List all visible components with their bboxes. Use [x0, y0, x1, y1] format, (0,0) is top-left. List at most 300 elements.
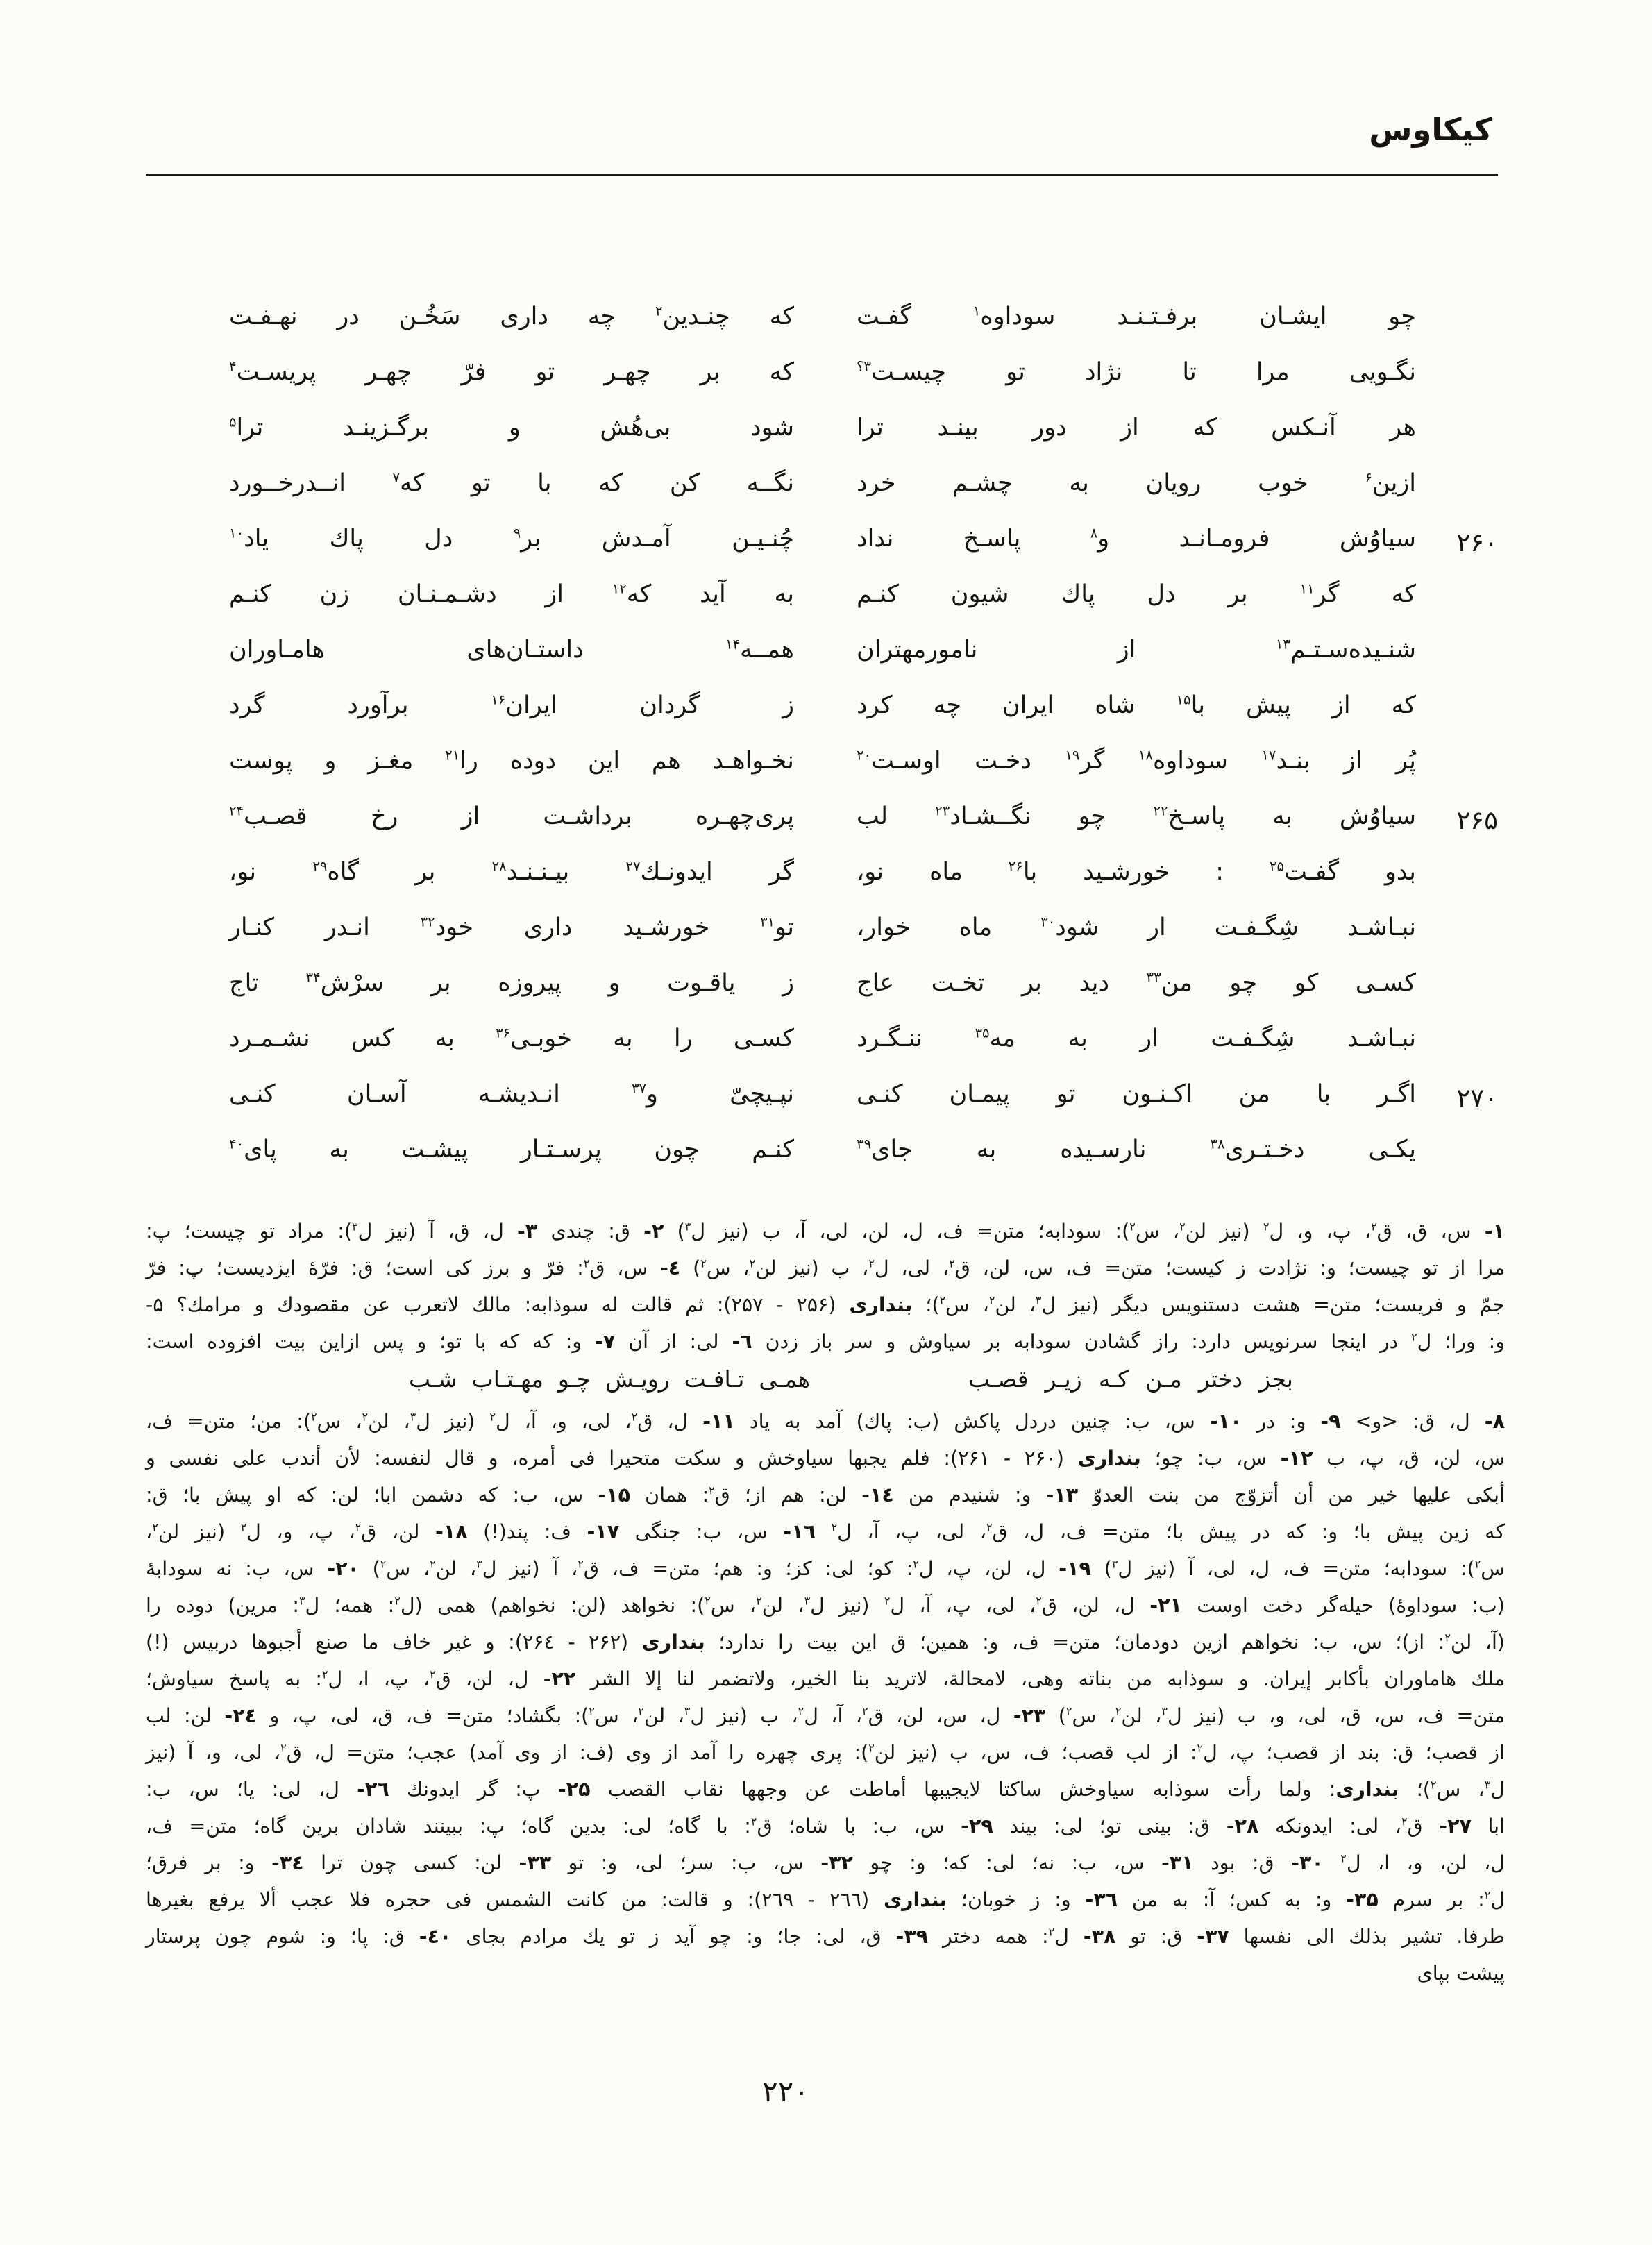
word: پریسـت$^۴$	[229, 358, 317, 386]
hemistich-first	[857, 1025, 1416, 1052]
word: دختر	[1198, 1365, 1243, 1393]
word: با	[1316, 1080, 1331, 1108]
word: سوداوه$^۱$	[972, 303, 1056, 330]
word: مه$^{۳۵}$	[975, 1025, 1016, 1052]
word: یاد$^{۱۰}$	[229, 525, 269, 553]
word: مهـتـاب	[471, 1365, 543, 1393]
hemistich-second	[229, 580, 794, 608]
word: شـب	[409, 1365, 457, 1393]
word: کن	[669, 469, 700, 497]
word: برداشـت	[543, 802, 632, 830]
word: نشـمـرد	[229, 1025, 310, 1052]
word: تا	[1182, 358, 1197, 386]
word: از	[545, 580, 564, 608]
word: خوب	[1258, 469, 1308, 497]
word: خوار،	[857, 914, 911, 941]
word: چشـم	[952, 469, 1013, 497]
word: ز	[782, 691, 794, 719]
word: پاسـخ$^{۲۲}$	[1153, 802, 1226, 830]
word: از	[1120, 414, 1139, 442]
word: که	[598, 469, 623, 497]
word: چـو	[557, 1365, 591, 1393]
word: قصـب	[968, 1365, 1029, 1393]
verse-row	[144, 358, 1498, 414]
word: تو	[535, 358, 555, 386]
word: پاسـخ	[963, 525, 1021, 553]
word: برگـزینـد	[342, 414, 430, 442]
word: نو،	[857, 858, 884, 886]
word: آمـدش	[601, 525, 671, 553]
word: بر	[1021, 969, 1043, 997]
word: کنـی	[857, 1080, 903, 1108]
word: این	[587, 747, 621, 775]
word: ز	[782, 969, 794, 997]
word: تـافـت	[684, 1365, 745, 1393]
word: ایران$^{۱۶}$	[491, 691, 557, 719]
word: بر	[430, 969, 451, 997]
word: کنـار	[229, 914, 275, 941]
verse-row	[144, 1025, 1498, 1080]
word: سیاوُش	[1339, 525, 1416, 553]
word: زن	[319, 580, 350, 608]
word: چیسـت$^{۳؟}$	[857, 358, 947, 386]
footnote-line: س$^۲$): سودابه؛ متن= ف، ل، لی، آ (نیز ل$^۳$) ۱۹- ل، لن، پ، ل$^۲$: کو؛ لی: کز؛ و: هم؛ متن= ف، ق$^۲$، آ (نیز ل$^۳$، لن$^۲$، س$^۲$) ۲۰- س، ب: نه سودابهٔ	[146, 1557, 1505, 1580]
hemistich-first	[857, 1136, 1416, 1163]
hemistich-first	[857, 691, 1416, 719]
footnote-verse-hemistich-first	[968, 1360, 1293, 1403]
verse-row	[144, 858, 1498, 914]
word: پوست	[229, 747, 293, 775]
word: پیش	[1245, 691, 1291, 719]
word: پای$^{۴۰}$	[229, 1136, 277, 1163]
word: نپـیچیّ	[730, 1080, 794, 1108]
word: و	[324, 747, 337, 775]
word: پیروزه	[498, 969, 562, 997]
hemistich-second	[229, 358, 794, 386]
footnote-line: مرا از تو چیست؛ و: نژادت ز کیست؛ متن= ف، س، لن، ق$^۲$، لی، ل$^۲$، ب (نیز لن$^۲$، س$^۲$) ٤- س، ق$^۲$: فرّ و برز کی است؛ ق: فرّهٔ ایزدیست؛ پ: فرّ	[146, 1256, 1505, 1279]
word: انــدرخــورد	[229, 469, 346, 497]
word: شاه	[1095, 691, 1136, 719]
word: شیون	[950, 580, 1009, 608]
verse-number	[1416, 691, 1498, 694]
word: مغـز	[368, 747, 414, 775]
word: همــه$^{۱۴}$	[725, 636, 794, 664]
word: یکـی	[1368, 1136, 1416, 1163]
word: ایشـان	[1259, 303, 1327, 330]
word: کو	[1294, 969, 1319, 997]
word: قصـب$^{۲۴}$	[229, 802, 307, 830]
word: ترا$^۵$	[229, 414, 264, 442]
verse-number	[1416, 580, 1498, 583]
running-header-title: کیکاوس	[1369, 111, 1492, 148]
page-number: ۲۲۰	[762, 2074, 809, 2108]
word: پُر	[1395, 747, 1416, 775]
word: را	[673, 1025, 693, 1052]
word: که	[1391, 580, 1416, 608]
hemistich-first	[857, 469, 1416, 497]
word: تو	[1006, 358, 1025, 386]
verse-row	[144, 914, 1498, 969]
word: کرد	[857, 691, 893, 719]
word: تو	[1056, 1080, 1076, 1108]
word: نگــشـاد$^{۲۳}$	[935, 802, 1031, 830]
word: دل	[424, 525, 453, 553]
word: خورشـید	[1083, 858, 1170, 886]
header-rule	[146, 174, 1498, 176]
word: فرومـانـد	[1179, 525, 1270, 553]
footnote-verse-hemistich-second	[409, 1360, 810, 1403]
footnote-line: و: ورا؛ ل$^۲$ در اینجا سرنویس دارد: راز گشادن سودابه بر سیاوش و سر باز زدن ٦- لی: از آن ۷- و: که که با تو؛ و پس ازاین بیت افزوده است:	[146, 1330, 1506, 1353]
word: خود$^{۳۲}$	[420, 914, 474, 941]
word: به	[613, 1025, 633, 1052]
word: شود$^{۳۰}$	[1040, 914, 1099, 941]
footnote-line: طرفا. تشیر بذلك الی نفسها ۳۷- ق: تو ۳۸- ل$^۲$: همه دختر ۳۹- ق، لی: جا؛ و: چو آید ز تو یك مرادم بجای ٤۰- ق: پا؛ و: شوم چون پرستار	[146, 1925, 1505, 1948]
word: داری	[523, 914, 573, 941]
hemistich-second	[229, 525, 794, 553]
hemistich-second	[229, 1136, 794, 1163]
word: نبـاشـد	[1347, 1025, 1416, 1052]
word: به	[435, 1025, 455, 1052]
word: شِگـفـت	[1211, 1025, 1295, 1052]
word: دخـت	[975, 747, 1031, 775]
word: گردان	[639, 691, 700, 719]
verse-number	[1416, 303, 1498, 305]
word: از	[461, 802, 480, 830]
word: به	[1272, 802, 1292, 830]
word: نامورمهتران	[857, 636, 978, 664]
word: شود	[750, 414, 794, 442]
word: به	[329, 1136, 349, 1163]
footnote-line: (ب: سوداوهٔ) حیله‌گر دخت اوست ۲۱- ل، لن، ق$^۲$، لی، پ، آ، ل$^۲$ (نیز ل$^۳$، لن$^۲$، س$^۲$): نخواهد (لن: نخواهم) همی (ل$^۲$: همه؛ ل$^۳$: مرین) دوده را	[146, 1594, 1506, 1617]
word: تاج	[229, 969, 260, 997]
footnote-line: أبکی علیها خیر من أن أتزوّج من بنت العدوّ ۱۳- و: شنیدم من ۱٤- لن: هم از؛ ق$^۲$: همان ۱۵- س، ب: که دشمن ابا؛ لن: که او پیش با؛ ق:	[146, 1483, 1506, 1506]
verse-number	[1416, 914, 1498, 916]
word: انـدر	[324, 914, 370, 941]
hemistich-first	[857, 358, 1416, 386]
word: بر	[415, 858, 436, 886]
word: و	[508, 414, 521, 442]
word: به	[774, 580, 794, 608]
word: هم	[651, 747, 681, 775]
word: نهـفـت	[229, 303, 298, 330]
word: از	[1117, 636, 1136, 664]
word: رویـش	[605, 1365, 670, 1393]
word: پاك	[1061, 580, 1095, 608]
word: تو$^{۳۱}$	[760, 914, 794, 941]
word: نبـاشـد	[1347, 914, 1416, 941]
footnotes	[146, 1213, 1505, 1992]
word: بجز	[1259, 1365, 1293, 1393]
hemistich-second	[229, 969, 794, 997]
word: کسـی	[733, 1025, 794, 1052]
hemistich-first	[857, 747, 1416, 775]
word: بی‌هُش	[600, 414, 671, 442]
footnote-line: که زین پیش با؛ و: که در پیش با؛ متن= ف، ل، ق$^۲$، لی، پ، آ، ل$^۲$ ۱٦- س، ب: جنگی ۱۷- ف: پند(!) ۱۸- لن، ق$^۲$، پ، و، ل$^۲$ (نیز لن$^۲$،	[146, 1520, 1506, 1543]
word: دل	[1147, 580, 1176, 608]
word: بدو	[1384, 858, 1416, 886]
word: از	[1343, 747, 1363, 775]
word: و$^{۳۷}$	[631, 1080, 658, 1108]
hemistich-first	[857, 636, 1416, 664]
word: شِگـفـت	[1214, 914, 1299, 941]
word: ار	[1140, 1025, 1158, 1052]
word: بر	[700, 358, 720, 386]
word: بیـنـنـد$^{۲۸}$	[491, 858, 570, 886]
word: ار	[1147, 914, 1166, 941]
verse-number: ۲۶۵	[1456, 805, 1498, 835]
word: پاك	[329, 525, 364, 553]
hemistich-first	[857, 858, 1416, 886]
word: و	[608, 969, 621, 997]
word: شنـیده‌سـتـم$^{۱۳}$	[1275, 636, 1416, 664]
hemistich-first	[857, 802, 1416, 830]
word: :	[1215, 858, 1224, 886]
hemistich-first	[857, 414, 1416, 442]
word: داستـان‌های	[466, 636, 584, 664]
word: چه	[587, 303, 616, 330]
word: چو	[1229, 969, 1258, 997]
footnote-line: متن= ف، س، ق، لی، و، ب (نیز ل$^۳$، لن$^۲$، س$^۲$) ۲۳- ل، س، لن، ق$^۲$، آ، ل$^۲$، ب (نیز ل$^۳$، لن$^۲$، س$^۲$): بگشاد؛ متن= ف، ق، لی، پ، و ۲٤- لن: لب	[146, 1704, 1505, 1727]
word: که$^{۱۲}$	[612, 580, 652, 608]
verse-number: ۲۶۰	[1456, 528, 1498, 557]
verse-number	[1416, 858, 1498, 861]
word: دور	[1032, 414, 1067, 442]
word: نگـویی	[1349, 358, 1416, 386]
poem	[144, 303, 1498, 1191]
word: بینـد	[937, 414, 979, 442]
word: مرا	[1256, 358, 1290, 386]
word: خوبـی$^{۳۶}$	[496, 1025, 572, 1052]
footnote-line: ملك هاماوران بأکابر إیران. و سوذابه من بناته وهی، لامحالة، لاترید بنا الخیر، ولاتضمر لنا إلا الشر ۲۲- ل، لن، ق$^۲$، پ، ا، ل$^۲$: به پاسخ سیاوش؛	[146, 1667, 1505, 1690]
verse-number	[1416, 414, 1498, 417]
footnote-line: ل، لن، و، ا، ل$^۲$ ۳۰- ق: بود ۳۱- س، ب: نه؛ لی: که؛ و: چو ۳۲- س، ب: سر؛ لی، و: تو ۳۳- لن: کسی چون ترا ۳٤- و: بر فرق؛	[146, 1851, 1505, 1874]
word: با$^{۱۵}$	[1176, 691, 1205, 719]
verse-row	[144, 525, 1498, 580]
footnote-line: جمّ و فریست؛ متن= هشت دستنویس دیگر (نیز ل$^۳$، لن$^۲$، س$^۲$)؛ بنداری (۲۵۶ - ۲۵۷): ثم قالت له سوذابه: مالك لاتعرب عن مقصودك و مرامك؟ ۵-	[146, 1293, 1506, 1316]
word: که	[1391, 691, 1416, 719]
word: گاه$^{۲۹}$	[312, 858, 360, 886]
word: آنـکس	[1271, 414, 1336, 442]
hemistich-second	[229, 691, 794, 719]
word: اکـنـون	[1122, 1080, 1192, 1108]
word: که	[1192, 414, 1217, 442]
verse-row	[144, 580, 1498, 636]
word: پرسـتـار	[520, 1136, 602, 1163]
word: تخـت	[931, 969, 985, 997]
word: چهـر	[604, 358, 651, 386]
footnote-line: ۱- س، ق، ق$^۲$، پ، و، ل$^۲$ (نیز لن$^۲$، س$^۲$): سودابه؛ متن= ف، ل، لن، لی، آ، ب (نیز ل$^۳$) ۲- ق: چندی ۳- ل، ق، آ (نیز ل$^۳$): مراد تو چیست؛ پ:	[146, 1220, 1506, 1243]
verse-number	[1416, 636, 1498, 639]
hemistich-first	[857, 525, 1416, 553]
word: کنـم	[857, 580, 899, 608]
word: مـن	[1145, 1365, 1182, 1393]
hemistich-first	[857, 1080, 1416, 1108]
word: ماه	[929, 858, 963, 886]
word: اگـر	[1377, 1080, 1416, 1108]
hemistich-second	[229, 303, 794, 330]
word: نارسـیده	[1060, 1136, 1147, 1163]
word: هر	[1390, 414, 1416, 442]
word: ننـگـرد	[857, 1025, 923, 1052]
word: کنـم	[752, 1136, 794, 1163]
word: چهـر	[365, 358, 412, 386]
word: ایدونـك$^{۲۷}$	[625, 858, 713, 886]
word: کنـی	[229, 1080, 276, 1108]
verse-number	[1416, 969, 1498, 972]
hemistich-second	[229, 858, 794, 886]
word: ازین$^۶$	[1365, 469, 1416, 497]
hemistich-first	[857, 969, 1416, 997]
word: آید	[699, 580, 726, 608]
verse-row	[144, 303, 1498, 358]
word: نداد	[857, 525, 894, 553]
word: کس	[351, 1025, 394, 1052]
word: ماه	[959, 914, 993, 941]
word: ایران	[1002, 691, 1054, 719]
word: دشـمـنـان	[397, 580, 497, 608]
word: گفـت$^{۲۵}$	[1269, 858, 1340, 886]
verse-number	[1416, 747, 1498, 750]
word: رخ	[370, 802, 398, 830]
word: تو	[471, 469, 491, 497]
word: جای$^{۳۹}$	[857, 1136, 913, 1163]
word: هامـاوران	[229, 636, 326, 664]
hemistich-second	[229, 747, 794, 775]
word: لب	[857, 802, 888, 830]
word: را$^{۲۱}$	[445, 747, 478, 775]
word: نو،	[229, 858, 257, 886]
hemistich-first	[857, 303, 1416, 330]
word: پری‌چهـره	[695, 802, 794, 830]
word: که$^۷$	[392, 469, 425, 497]
word: رویان	[1145, 469, 1202, 497]
word: آسـان	[346, 1080, 407, 1108]
hemistich-second	[229, 469, 794, 497]
hemistich-second	[229, 914, 794, 941]
word: خرد	[857, 469, 896, 497]
hemistich-second	[229, 414, 794, 442]
footnote-line: س، لن، ق، پ، ب ۱۲- س، ب: چو؛ بنداری (۲۶۰ - ۲۶۱): فلم یجبها سیاوخش و سکت متحیرا فی أمره، و قال لنفسه: لأن أندب علی نفسی و	[146, 1447, 1506, 1470]
verse-number	[1416, 1136, 1498, 1138]
footnote-line: پیشت بپای	[1417, 1962, 1505, 1985]
footnote-line: ل$^۲$: بر سرم ۳۵- و: به کس؛ آ: به من ۳٦- و: ز خوبان؛ بنداری (۲٦٦ - ۲٦۹): و قالت: من کانت الشمس فی حجره فلا عجب ألا یرفع بغیرها	[146, 1888, 1505, 1911]
word: چو	[1078, 802, 1106, 830]
word: خورشـید	[623, 914, 710, 941]
word: سوداوه$^{۱۸}$	[1138, 747, 1228, 775]
word: نخـواهـد	[712, 747, 794, 775]
word: در	[337, 303, 360, 330]
word: به	[1068, 1025, 1088, 1052]
word: به	[1069, 469, 1089, 497]
word: به	[976, 1136, 997, 1163]
word: گر	[769, 858, 794, 886]
word: بر$^۹$	[513, 525, 541, 553]
footnote-line: از قصب؛ ق: بند از قصب؛ پ، ل$^۲$: از لب قصب؛ ف، س، ب (نیز لن$^۲$): پری چهره را آمد از وی (ف: از وی آمد) عجب؛ متن= ل، ق$^۲$، لی، و، آ (نیز	[146, 1741, 1505, 1764]
word: و$^۸$	[1090, 525, 1110, 553]
word: اوسـت$^{۲۰}$	[857, 747, 941, 775]
word: گر$^{۱۱}$	[1299, 580, 1340, 608]
word: سیاوُش	[1339, 802, 1416, 830]
verse-number	[1416, 1025, 1498, 1027]
word: دخـتـری$^{۳۸}$	[1210, 1136, 1305, 1163]
footnote-line: ۸- ل، ق: <و> ۹- و: در ۱۰- س، ب: چنین دردل پاکش (ب: پاك) آمد به یاد ۱۱- ل، ق$^۲$، لی، و، آ، ل$^۲$ (نیز ل$^۳$، لن$^۲$، س$^۲$): من؛ متن= ف،	[146, 1410, 1505, 1433]
word: که	[769, 358, 794, 386]
verse-row	[144, 1136, 1498, 1191]
word: کنـم	[229, 580, 271, 608]
verse-row	[144, 1080, 1498, 1136]
verse-row	[144, 414, 1498, 469]
word: بنـد$^{۱۷}$	[1261, 747, 1310, 775]
word: برآورد	[347, 691, 409, 719]
word: که	[769, 303, 794, 330]
word: کسـی	[1355, 969, 1416, 997]
word: یاقـوت	[667, 969, 736, 997]
hemistich-second	[229, 1080, 794, 1108]
hemistich-first	[857, 580, 1416, 608]
word: گفـت	[857, 303, 912, 330]
verse-row	[144, 969, 1498, 1025]
verse-number: ۲۷۰	[1456, 1083, 1498, 1113]
word: چو	[1388, 303, 1416, 330]
verse-row	[144, 802, 1498, 858]
word: چون	[654, 1136, 700, 1163]
word: از	[1331, 691, 1351, 719]
verse-number	[1416, 358, 1498, 361]
word: عاج	[857, 969, 895, 997]
verse-row	[144, 636, 1498, 691]
hemistich-second	[229, 636, 794, 664]
word: داری	[500, 303, 548, 330]
word: سَخُـن	[398, 303, 461, 330]
word: چُنـیـن	[732, 525, 794, 553]
word: کـه	[1098, 1365, 1129, 1393]
word: فرّ	[461, 358, 487, 386]
footnote-line: ل$^۳$، س$^۲$)؛ بنداری: ولما رأت سوذابه سیاوخش ساکتا لایجیبها أماطت عن وجهها نقاب القصب ۲۵- پ: گر ایدونك ۲٦- ل، لی: یا؛ س، ب:	[146, 1778, 1505, 1801]
word: پیمـان	[949, 1080, 1010, 1108]
footnote-inserted-verse	[146, 1360, 1505, 1403]
word: انـدیشـه	[478, 1080, 560, 1108]
word: چه	[933, 691, 961, 719]
verse-row	[144, 747, 1498, 802]
word: زیـر	[1045, 1365, 1082, 1393]
word: پیشـت	[401, 1136, 469, 1163]
verse-row	[144, 691, 1498, 747]
verse-row	[144, 469, 1498, 525]
footnote-line: (آ، لن$^۲$: از)؛ س، ب: نخواهم ازین دودمان؛ متن= ف، و: همین؛ ق این بیت را ندارد؛ بنداری (۲۶۲ - ۲۶٤): و غیر خاف ما صنع أجبوها دربیس (!)	[146, 1631, 1505, 1654]
word: ترا	[857, 414, 884, 442]
word: سرْش$^{۳۴}$	[305, 969, 385, 997]
word: دوده	[509, 747, 557, 775]
word: با$^{۲۶}$	[1008, 858, 1038, 886]
hemistich-first	[857, 914, 1416, 941]
word: با	[537, 469, 552, 497]
footnote-line: ابا ۲۷- ق$^۲$، لی: ایدونکه ۲۸- ق: بینی تو؛ لی: بیند ۲۹- س، ب: با شاه؛ ق$^۲$: با گاه؛ لی: بدین گاه؛ پ: ببینند شادان برین گاه؛ متن= ف،	[146, 1815, 1505, 1838]
word: بر	[1227, 580, 1248, 608]
word: همـی	[759, 1365, 810, 1393]
word: گر$^{۱۹}$	[1065, 747, 1105, 775]
hemistich-second	[229, 1025, 794, 1052]
word: برفـتـنـد	[1117, 303, 1198, 330]
word: گرد	[229, 691, 265, 719]
word: چنـدین$^۲$	[655, 303, 730, 330]
word: من$^{۳۳}$	[1146, 969, 1192, 997]
word: من	[1238, 1080, 1270, 1108]
word: دید	[1079, 969, 1110, 997]
word: نژاد	[1084, 358, 1123, 386]
word: نگــه	[746, 469, 794, 497]
verse-number	[1416, 469, 1498, 472]
hemistich-second	[229, 802, 794, 830]
